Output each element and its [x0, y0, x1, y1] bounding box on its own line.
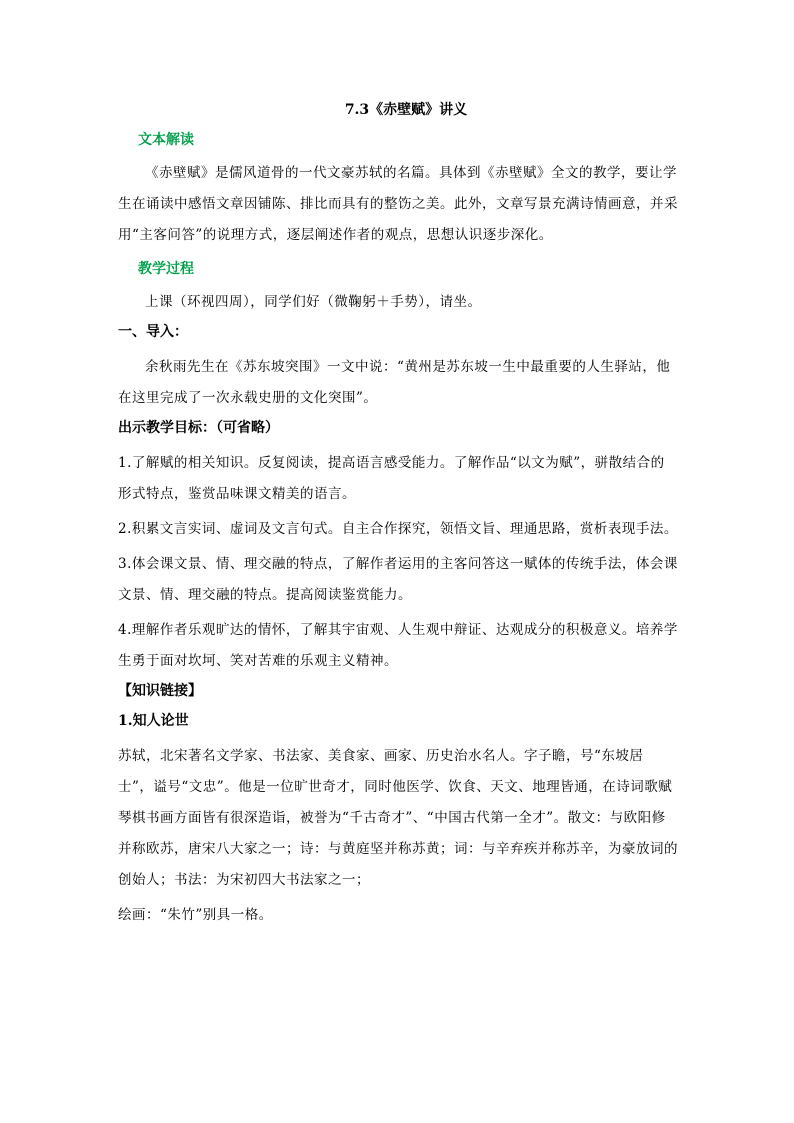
goals-heading: 出示教学目标：（可省略） — [118, 420, 279, 436]
goal-item-1: 1.了解赋的相关知识。反复阅读，提高语言感受能力。了解作品“以文为赋”，骈散结合的形式特点，鉴赏品味课文精美的语言。 — [118, 455, 665, 502]
intro-heading: 一、导入： — [118, 324, 188, 340]
goal-item-4: 4.理解作者乐观旷达的情怀，了解其宇宙观、人生观中辩证、达观成分的积极意义。培养学生勇于面对坎坷、笑对苦难的乐观主义精神。 — [118, 622, 678, 669]
section-heading-text-interpretation: 文本解读 — [138, 132, 194, 148]
document-page — [118, 100, 678, 939]
goal-item-3: 3.体会课文景、情、理交融的特点，了解作者运用的主客问答这一赋体的传统手法，体会课文景、情、理交融的特点。提高阅读鉴赏能力。 — [118, 556, 678, 603]
document-title: 7.3《赤壁赋》讲义 — [344, 102, 468, 118]
painting-paragraph: 绘画：“朱竹”别具一格。 — [118, 907, 273, 923]
goal-item-2: 2.积累文言实词、虚词及文言句式。自主合作探究，领悟文旨、理通思路，赏析表现手法。 — [118, 521, 678, 537]
su-shi-biography-paragraph: 苏轼，北宋著名文学家、书法家、美食家、画家、历史治水名人。字子瞻，号“东坡居士”，谥号“文忠”。他是一位旷世奇才，同时他医学、饮食、天文、地理皆通，在诗词歌赋琴棋书画方面皆有很深造诣，被誉为“千古奇才”、“中国古代第一全才”。散文：与欧阳修并称欧苏，唐宋八大家之一；诗：与黄庭坚并称苏黄；词：与辛弃疾并称苏辛，为豪放词的创始人；书法：为宋初四大书法家之一； — [118, 748, 678, 888]
greeting-paragraph: 上课（环视四周），同学们好（微鞠躬＋手势），请坐。 — [145, 294, 482, 310]
knowledge-sub-heading: 1.知人论世 — [118, 713, 189, 729]
text-interpretation-paragraph: 《赤壁赋》是儒风道骨的一代文豪苏轼的名篇。具体到《赤壁赋》全文的教学，要让学生在诵读中感悟文章因铺陈、排比而具有的整饬之美。此外，文章写景充满诗情画意，并采用“主客问答”的说理方式，逐层阐述作者的观点，思想认识逐步深化。 — [118, 165, 678, 243]
knowledge-link-heading: 【知识链接】 — [118, 683, 202, 699]
intro-paragraph: 余秋雨先生在《苏东坡突围》一文中说：“黄州是苏东坡一生中最重要的人生驿站，他在这里完成了一次永载史册的文化突围”。 — [118, 359, 671, 406]
section-heading-teaching-process: 教学过程 — [138, 261, 194, 277]
